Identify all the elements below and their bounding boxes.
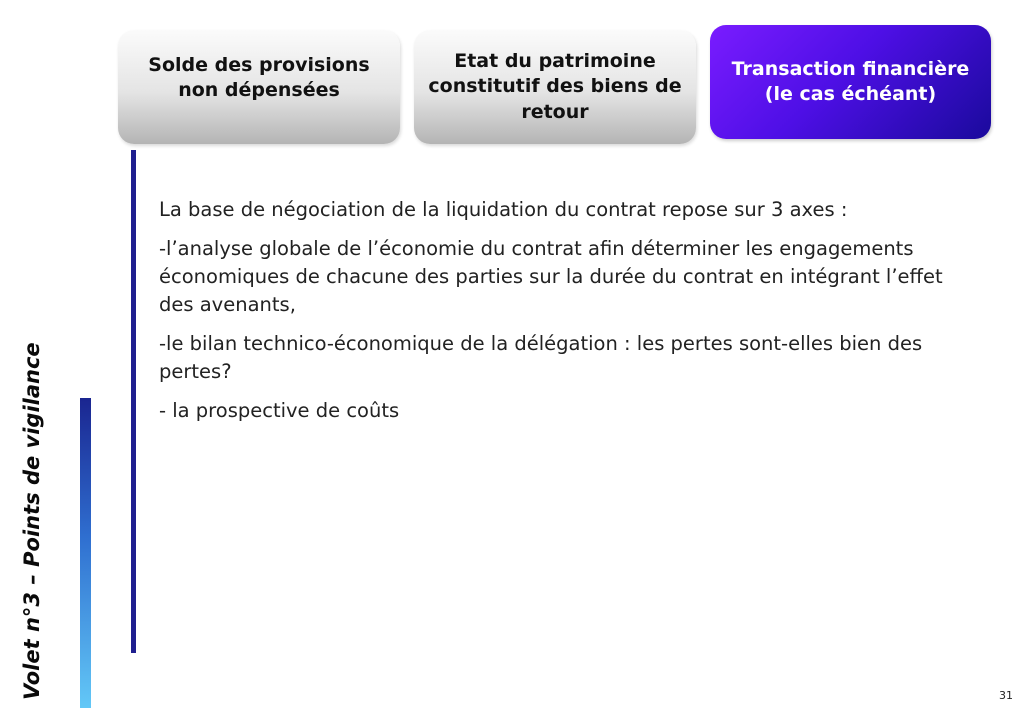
tab-solde-provisions-label: Solde des provisions non dépensées: [148, 53, 370, 101]
tab-solde-provisions[interactable]: [118, 30, 400, 144]
tab-transaction-financiere[interactable]: [710, 25, 991, 139]
tab-etat-patrimoine[interactable]: [414, 30, 696, 144]
sidebar-accent-bar: [80, 398, 91, 708]
content-paragraph-axis-1: -l’analyse globale de l’économie du contrat afin déterminer les engagements économiques de chacune des parties sur la durée du contrat en intégrant l’effet des avenants,: [159, 237, 943, 316]
content-body: [159, 196, 979, 436]
page-number: 31: [999, 689, 1013, 702]
tab-transaction-financiere-label: Transaction financière (le cas échéant): [731, 57, 970, 105]
content-divider: [131, 150, 136, 653]
content-paragraph-axis-2: -le bilan technico-économique de la délégation : les pertes sont-elles bien des pertes?: [159, 332, 923, 383]
sidebar-section-title: Volet n°3 – Points de vigilance: [20, 342, 44, 700]
tab-etat-patrimoine-label: Etat du patrimoine constitutif des biens de retour: [428, 50, 682, 123]
content-paragraph-axis-3: - la prospective de coûts: [159, 399, 400, 422]
content-paragraph-intro: La base de négociation de la liquidation du contrat repose sur 3 axes :: [159, 198, 848, 221]
